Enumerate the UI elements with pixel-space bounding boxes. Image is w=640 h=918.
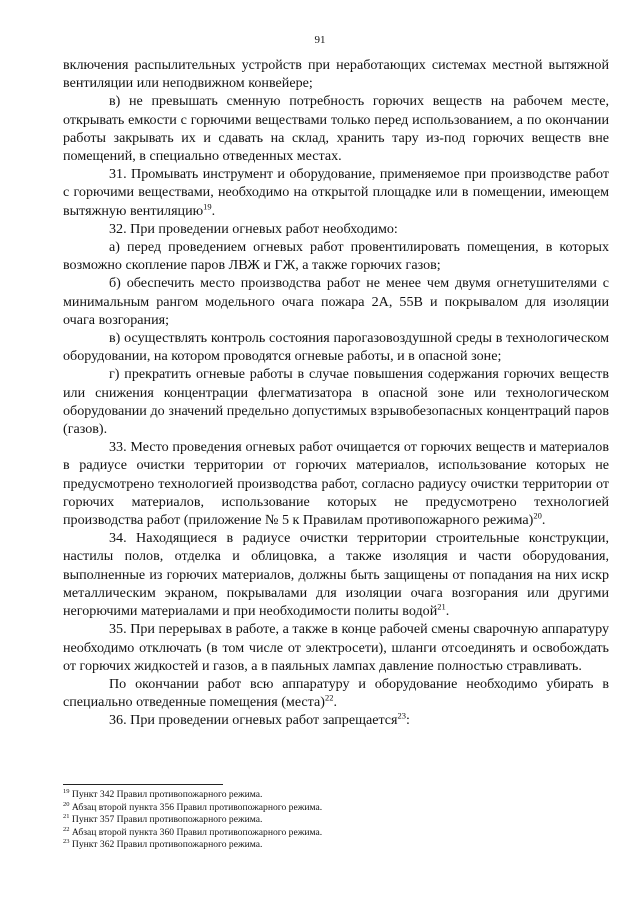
paragraph: 33. Место проведения огневых работ очищается от горючих веществ и материалов в радиусе очистки территории от горючих материалов, использование которых не предусмотрено технологией производства работ, согласно радиусу очистки территории от горючих материалов, использование которых не предусмотрено технологией производства работ (приложение № 5 к Правилам противопожарного режима)$^{20}$. bbox=[63, 439, 609, 529]
footnote: $^{19}$ Пункт 342 Правил противопожарного режима. bbox=[63, 787, 263, 800]
paragraph: включения распылительных устройств при неработающих системах местной вытяжной вентиляции или неподвижном конвейере; bbox=[63, 57, 609, 92]
footnote-ref: 21 bbox=[437, 601, 446, 612]
paragraph: 36. При проведении огневых работ запрещается$^{23}$: bbox=[109, 710, 410, 729]
paragraph: 32. При проведении огневых работ необходимо: bbox=[109, 220, 398, 237]
paragraph: в) осуществлять контроль состояния парогазовоздушной среды в технологическом оборудовании, на котором проводятся огневые работы, и в опасной зоне; bbox=[63, 330, 609, 365]
footnote-ref: 19 bbox=[203, 200, 212, 211]
paragraph: 35. При перерывах в работе, а также в конце рабочей смены сварочную аппаратуру необходимо отключать (в том числе от электросети), шланги отсоединять и освобождать от горючих жидкостей и газов, а в паяльных лампах давление полностью стравливать. bbox=[63, 621, 609, 674]
footnote-ref: 23 bbox=[397, 710, 407, 721]
page-number: 91 bbox=[314, 34, 326, 46]
footnote-ref: 20 bbox=[533, 510, 542, 521]
footnote: $^{23}$ Пункт 362 Правил противопожарного режима. bbox=[63, 838, 263, 851]
paragraph: 31. Промывать инструмент и оборудование, применяемое при производстве работ с горючими веществами, необходимо на открытой площадке или в помещении, имеющем вытяжную вентиляцию$^{19}$. bbox=[63, 166, 609, 219]
paragraph: а) перед проведением огневых работ провентилировать помещения, в которых возможно скопление паров ЛВЖ и ГЖ, а также горючих газов; bbox=[63, 239, 609, 274]
paragraph: б) обеспечить место производства работ не менее чем двумя огнетушителями с минимальным рангом модельного очага пожара 2А, 55В и покрывалом для изоляции очага возгорания; bbox=[63, 275, 609, 328]
footnote: $^{22}$ Абзац второй пункта 360 Правил противопожарного режима. bbox=[63, 825, 323, 838]
paragraph: По окончании работ всю аппаратуру и оборудование необходимо убирать в специально отведенные помещения (места)$^{22}$. bbox=[63, 675, 609, 711]
paragraph: 34. Находящиеся в радиусе очистки территории строительные конструкции, настилы полов, отделка и облицовка, а также изоляция и части оборудования, выполненные из горючих материалов, должны быть защищены от попадания на них искр металлическим экраном, покрывалами для изоляции очага возгорания или другими негорючими материалами и при необходимости политы водой$^{21}$. bbox=[63, 530, 609, 620]
paragraph: в) не превышать сменную потребность горючих веществ на рабочем месте, открывать емкости с горючими веществами только перед использованием, а по окончании работы закрывать их и сдавать на склад, хранить тару из-под горючих веществ вне помещений, в специально отведенных местах. bbox=[63, 93, 609, 165]
footnote-ref: 22 bbox=[324, 692, 334, 703]
footnotes bbox=[63, 789, 609, 852]
body-text bbox=[63, 56, 609, 730]
footnote-divider bbox=[63, 784, 223, 785]
footnote: $^{20}$ Абзац второй пункта 356 Правил противопожарного режима. bbox=[63, 800, 323, 813]
paragraph: г) прекратить огневые работы в случае повышения содержания горючих веществ или снижения концентрации флегматизатора в опасной зоне или технологическом оборудовании до значений предельно допустимых взрывобезопасных концентраций паров (газов). bbox=[63, 366, 609, 438]
footnote: $^{21}$ Пункт 357 Правил противопожарного режима. bbox=[63, 813, 263, 826]
